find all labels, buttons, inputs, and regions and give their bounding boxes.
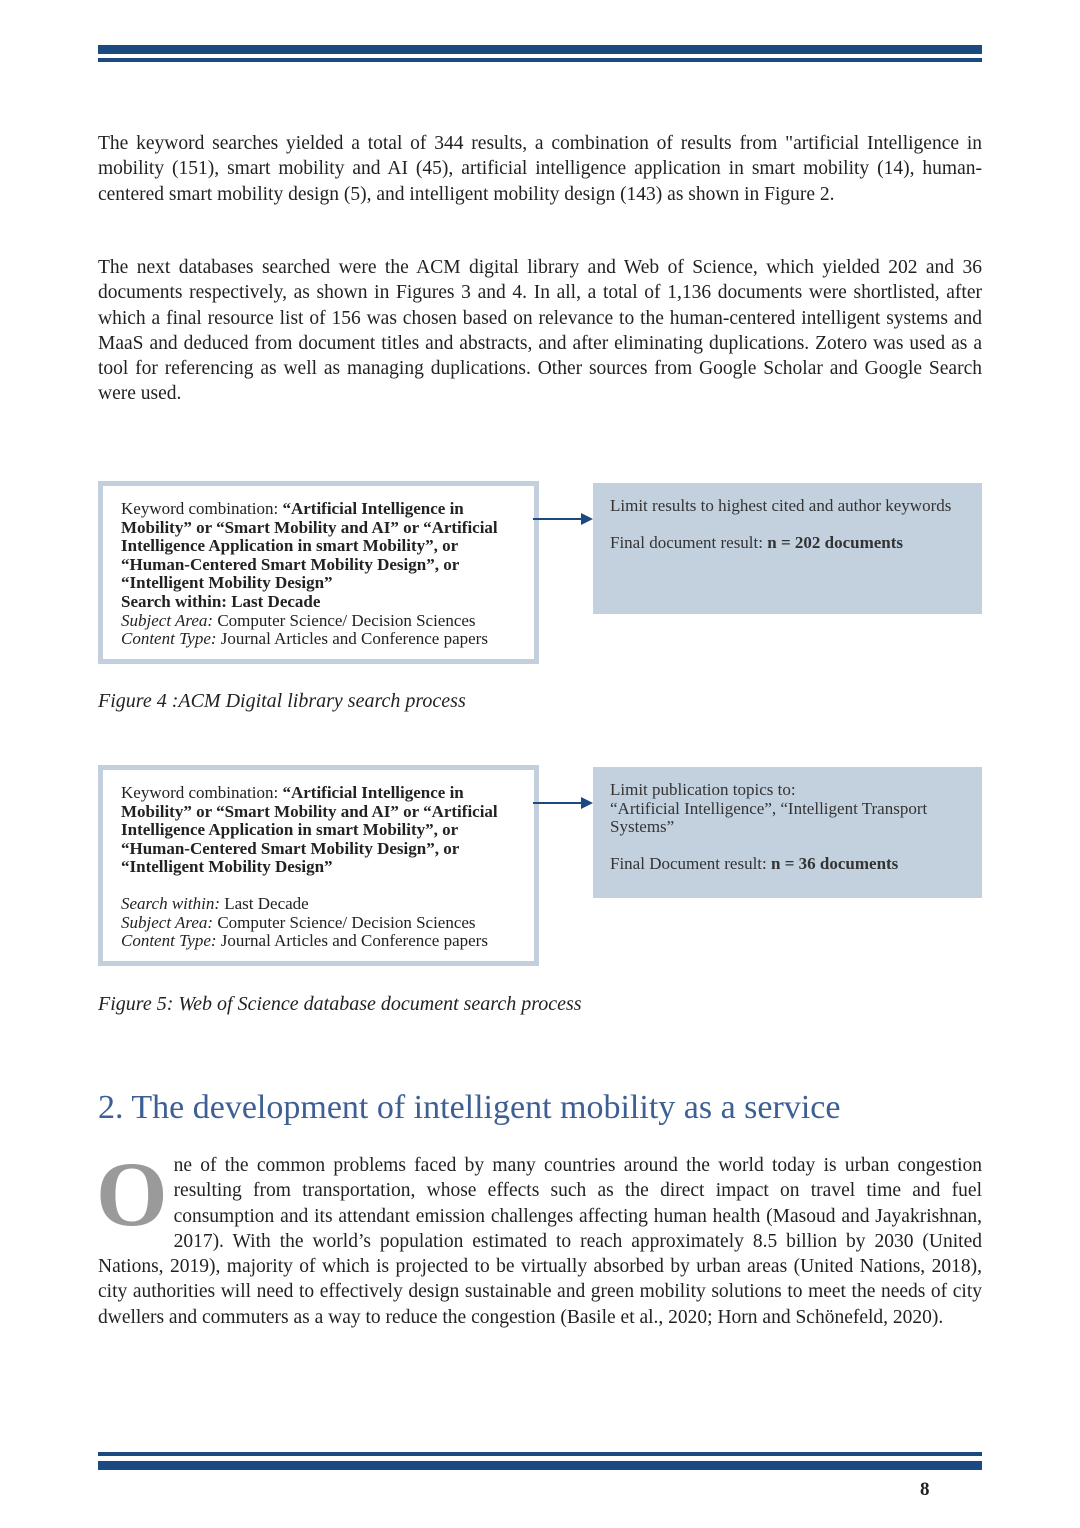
- content-label: Content Type:: [121, 629, 217, 649]
- paragraph-databases: The next databases searched were the ACM digital library and Web of Science, which yielded 202 and 36 documents respectively, as shown in Figures 3 and 4. In all, a total of 1,136 documents were shortlisted, after which a final resource list of 156 was chosen based on relevance to the human-centered intelligent systems and MaaS and deduced from document titles and abstracts, and after eliminating duplications. Zotero was used as a tool for referencing as well as managing duplications. Other sources from Google Scholar and Google Search were used.: [98, 257, 982, 405]
- search-value: Last Decade: [220, 893, 309, 913]
- search-label: Search within:: [121, 893, 220, 913]
- section-body: [96, 1143, 982, 1330]
- paragraph-search-results: The keyword searches yielded a total of 344 results, a combination of results from "artificial Intelligence in mobility (151), smart mobility and AI (45), artificial intelligence application in smart mobility (14), human-centered smart mobility design (5), and intelligent mobility design (143) as shown in Figure 2.: [98, 133, 982, 205]
- figure5-keyword-box: [98, 765, 539, 966]
- drop-cap: O: [96, 1143, 168, 1245]
- result-value: n = 202 documents: [767, 532, 904, 552]
- figure5-caption: Figure 5: Web of Science database document search process: [98, 993, 582, 1015]
- keyword-value: “Artificial Intelligence in Mobility” or “Smart Mobility and AI” or “Artificial Intelligence Application in smart Mobility”, or “Human-Centered Smart Mobility Design”, or “Intelligent Mobility Design”: [121, 499, 498, 593]
- result-value: n = 36 documents: [771, 853, 899, 873]
- subject-value: Computer Science/ Decision Sciences: [213, 610, 476, 630]
- section-body-text: ne of the common problems faced by many countries around the world today is urban congestion resulting from transportation, whose effects such as the direct impact on travel time and fuel consumption and its attendant emission challenges affecting human health (Masoud and Jayakrishnan, 2017). With the world’s population estimated to reach approximately 8.5 billion by 2030 (United Nations, 2019), majority of which is projected to be virtually absorbed by urban areas (United Nations, 2018), city authorities will need to effectively design sustainable and green mobility solutions to meet the needs of city dwellers and commuters as a way to reduce the congestion (Basile et al., 2020; Horn and Schönefeld, 2020).: [98, 1155, 982, 1328]
- header-rule-thick: [98, 45, 982, 54]
- content-label: Content Type:: [121, 931, 217, 951]
- limit-topics: “Artificial Intelligence”, “Intelligent Transport Systems”: [610, 798, 928, 837]
- page-number: 8: [920, 1479, 930, 1500]
- header-rule-thin: [98, 58, 982, 62]
- keyword-value: “Artificial Intelligence in Mobility” or “Smart Mobility and AI” or “Artificial Intelligence Application in smart Mobility”, or “Human-Centered Smart Mobility Design”, or “Intelligent Mobility Design”: [121, 783, 498, 877]
- subject-value: Computer Science/ Decision Sciences: [213, 912, 476, 932]
- subject-label: Subject Area:: [121, 912, 214, 932]
- figure4-caption: Figure 4 :ACM Digital library search process: [98, 690, 466, 712]
- subject-label: Subject Area:: [121, 610, 214, 630]
- keyword-label: Keyword combination:: [121, 783, 283, 802]
- content-value: Journal Articles and Conference papers: [216, 931, 488, 951]
- keyword-label: Keyword combination:: [121, 499, 283, 518]
- section-heading: 2. The development of intelligent mobility as a service: [98, 1089, 841, 1126]
- limit-text: Limit publication topics to:: [610, 780, 796, 799]
- figure4-keyword-box: [98, 481, 539, 664]
- limit-text: Limit results to highest cited and author keywords: [610, 496, 952, 515]
- footer-rule-thin: [98, 1452, 982, 1456]
- footer-rule-thick: [98, 1461, 982, 1470]
- arrow-right-icon: [533, 512, 593, 526]
- search-within: Search within: Last Decade: [121, 591, 321, 611]
- result-label: Final document result:: [610, 532, 768, 552]
- result-label: Final Document result:: [610, 853, 772, 873]
- figure4-result-box: [593, 483, 982, 614]
- figure5-result-box: [593, 767, 982, 898]
- content-value: Journal Articles and Conference papers: [216, 629, 488, 649]
- arrow-right-icon: [533, 796, 593, 810]
